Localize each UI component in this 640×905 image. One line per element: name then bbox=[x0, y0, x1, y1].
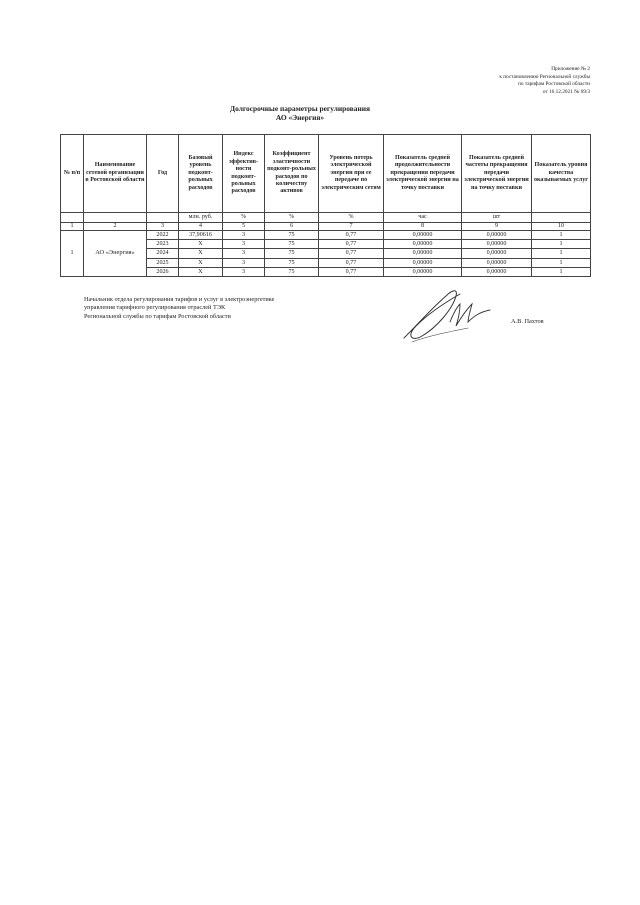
losses-cell: 0,77 bbox=[319, 231, 384, 240]
header-cell: Показатель средней продолжительности прекращения передачи электрической энергии на точку поставки bbox=[384, 135, 462, 213]
efficiency-index-cell: 3 bbox=[223, 240, 265, 249]
signatory-position bbox=[84, 296, 274, 321]
base-cost-cell: X bbox=[179, 258, 223, 267]
duration-cell: 0,00000 bbox=[384, 231, 462, 240]
frequency-cell: 0,00000 bbox=[462, 249, 532, 258]
column-number-cell: 8 bbox=[384, 222, 462, 231]
header-cell: Показатель уровня качества оказываемых услуг bbox=[532, 135, 591, 213]
elasticity-cell: 75 bbox=[265, 231, 319, 240]
document-title bbox=[0, 104, 600, 123]
duration-cell: 0,00000 bbox=[384, 258, 462, 267]
year-cell: 2026 bbox=[147, 267, 179, 276]
unit-cell: % bbox=[319, 213, 384, 223]
handwritten-signature bbox=[398, 282, 498, 344]
header-cell: № п/п bbox=[61, 135, 84, 213]
unit-cell bbox=[532, 213, 591, 223]
column-number-cell: 2 bbox=[84, 222, 147, 231]
header-cell: Коэффициент эластичности подконт-рольных расходов по количеству активов bbox=[265, 135, 319, 213]
appendix-line: Приложение № 2 bbox=[551, 66, 590, 72]
frequency-cell: 0,00000 bbox=[462, 231, 532, 240]
unit-cell bbox=[147, 213, 179, 223]
base-cost-cell: X bbox=[179, 240, 223, 249]
base-cost-cell: 37,90616 bbox=[179, 231, 223, 240]
efficiency-index-cell: 3 bbox=[223, 267, 265, 276]
year-cell: 2022 bbox=[147, 231, 179, 240]
header-cell: Уровень потерь электрической энергии при ее передаче по электрическим сетям bbox=[319, 135, 384, 213]
parameters-table bbox=[60, 134, 591, 277]
losses-cell: 0,77 bbox=[319, 258, 384, 267]
unit-cell: млн. руб. bbox=[179, 213, 223, 223]
organization-name-cell: АО «Энергия» bbox=[84, 231, 147, 277]
unit-cell: % bbox=[265, 213, 319, 223]
column-number-cell: 1 bbox=[61, 222, 84, 231]
appendix-reference bbox=[499, 66, 590, 96]
table-row bbox=[61, 231, 591, 240]
header-cell: Базовый уровень подконт-рольных расходов bbox=[179, 135, 223, 213]
efficiency-index-cell: 3 bbox=[223, 231, 265, 240]
column-number-cell: 5 bbox=[223, 222, 265, 231]
frequency-cell: 0,00000 bbox=[462, 240, 532, 249]
losses-cell: 0,77 bbox=[319, 249, 384, 258]
row-number-cell: 1 bbox=[61, 231, 84, 277]
column-number-cell: 10 bbox=[532, 222, 591, 231]
year-cell: 2025 bbox=[147, 258, 179, 267]
column-number-cell: 3 bbox=[147, 222, 179, 231]
column-number-cell: 9 bbox=[462, 222, 532, 231]
duration-cell: 0,00000 bbox=[384, 249, 462, 258]
quality-cell: 1 bbox=[532, 267, 591, 276]
appendix-line: к постановлению Региональной службы bbox=[499, 73, 590, 80]
losses-cell: 0,77 bbox=[319, 267, 384, 276]
quality-cell: 1 bbox=[532, 258, 591, 267]
table-header-row bbox=[61, 135, 591, 213]
appendix-line: от 16.12.2021 № 69/3 bbox=[542, 88, 590, 95]
title-line-2: АО «Энергия» bbox=[275, 113, 325, 123]
header-cell: Наименование сетевой организации в Ростовской области bbox=[84, 135, 147, 213]
position-line: Начальник отдела регулирования тарифов и услуг в электроэнергетике bbox=[84, 296, 275, 303]
table-column-numbers-row bbox=[61, 222, 591, 231]
signer-name: А.В. Пахтов bbox=[511, 318, 544, 325]
appendix-line: по тарифам Ростовской области bbox=[518, 81, 590, 88]
unit-cell: шт bbox=[462, 213, 532, 223]
efficiency-index-cell: 3 bbox=[223, 249, 265, 258]
quality-cell: 1 bbox=[532, 240, 591, 249]
losses-cell: 0,77 bbox=[319, 240, 384, 249]
column-number-cell: 7 bbox=[319, 222, 384, 231]
position-line: управления тарифного регулирования отраслей ТЭК bbox=[84, 304, 226, 312]
position-line: Региональной службы по тарифам Ростовской области bbox=[84, 312, 231, 320]
table-units-row bbox=[61, 213, 591, 223]
year-cell: 2024 bbox=[147, 249, 179, 258]
base-cost-cell: X bbox=[179, 249, 223, 258]
title-line-1: Долгосрочные параметры регулирования bbox=[230, 104, 370, 113]
unit-cell: % bbox=[223, 213, 265, 223]
elasticity-cell: 75 bbox=[265, 267, 319, 276]
unit-cell bbox=[84, 213, 147, 223]
header-cell: Год bbox=[147, 135, 179, 213]
year-cell: 2023 bbox=[147, 240, 179, 249]
duration-cell: 0,00000 bbox=[384, 240, 462, 249]
unit-cell bbox=[61, 213, 84, 223]
frequency-cell: 0,00000 bbox=[462, 267, 532, 276]
unit-cell: час bbox=[384, 213, 462, 223]
header-cell: Индекс эффектив-ности подконт-рольных расходов bbox=[223, 135, 265, 213]
frequency-cell: 0,00000 bbox=[462, 258, 532, 267]
elasticity-cell: 75 bbox=[265, 249, 319, 258]
quality-cell: 1 bbox=[532, 249, 591, 258]
column-number-cell: 4 bbox=[179, 222, 223, 231]
base-cost-cell: X bbox=[179, 267, 223, 276]
duration-cell: 0,00000 bbox=[384, 267, 462, 276]
efficiency-index-cell: 3 bbox=[223, 258, 265, 267]
elasticity-cell: 75 bbox=[265, 258, 319, 267]
header-cell: Показатель средней частоты прекращения передачи электрической энергии на точку поставки bbox=[462, 135, 532, 213]
elasticity-cell: 75 bbox=[265, 240, 319, 249]
column-number-cell: 6 bbox=[265, 222, 319, 231]
quality-cell: 1 bbox=[532, 231, 591, 240]
